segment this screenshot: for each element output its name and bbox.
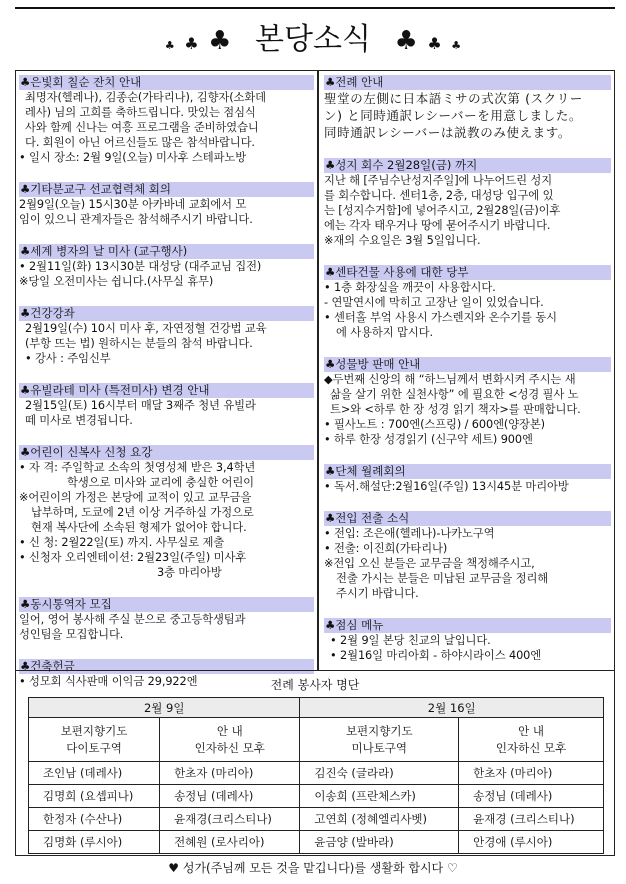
section-header: ♣어린이 신복사 신청 요강: [19, 445, 314, 460]
server-name: 김명희 (요셉피나): [29, 785, 160, 808]
notice-line: ※재의 수요일은 3월 5일입니다.: [324, 234, 481, 247]
notice-line: • 독서.해설단:2월16일(주일) 13시45분 마리아방: [324, 480, 569, 493]
notice-line: • 신청자 오리엔테이션: 2월23일(주일) 미사후: [19, 551, 247, 564]
role-group: 미나토구역: [351, 740, 408, 755]
notice-line: 에는 각자 태우거나 땅에 묻어주시기 바랍니다.: [324, 219, 551, 232]
section-header: ♣센타건물 사용에 대한 당부: [324, 265, 611, 280]
role-group: 인자하신 모후: [495, 740, 567, 755]
club-icon: ♣: [427, 34, 442, 53]
section-header: ♣전입 전출 소식: [324, 511, 611, 526]
role-cell: [300, 718, 459, 762]
notice-line: • 필사노트 : 700엔(스프링) / 600엔(양장본): [324, 418, 545, 431]
section-header: ♣점심 메뉴: [324, 618, 611, 633]
notice-line: 同時通訳レシーバーは説教のみ使えます。: [324, 125, 571, 140]
club-icon: ♣: [164, 39, 175, 52]
notice-section: [19, 445, 314, 580]
title-text: 본당소식: [255, 22, 371, 57]
servers-box: [15, 670, 615, 856]
notice-line: 2월9일(오늘) 15시30분 아카바네 교회에서 모: [19, 198, 247, 211]
notice-line: 성인팀을 모집합니다.: [19, 628, 124, 641]
role-group: 다이토구역: [66, 740, 122, 755]
notice-line: 임이 있으니 관계자들은 참석해주시기 바랍니다.: [19, 213, 253, 226]
notice-line: - 연말연시에 막히고 고장난 일이 있었습니다.: [324, 296, 544, 309]
section-header: ♣동시통역자 모집: [19, 597, 314, 612]
servers-title: 전례 봉사자 명단: [270, 678, 360, 692]
server-name: 고연희 (정혜엘리사벳): [300, 808, 459, 831]
role-cell: [160, 718, 300, 762]
notice-line: 聖堂の左側に日本語ミサの式次第 (スクリー: [324, 91, 583, 106]
section-header: ♣건축헌금: [19, 659, 314, 674]
notice-line: • 1층 화장실을 깨끗이 사용합시다.: [324, 281, 496, 294]
date-cell: 2월 16일: [300, 698, 604, 718]
notice-line: ◆두번째 신앙의 해 “하느님께서 변화시켜 주시는 새: [324, 373, 576, 386]
notice-line: • 전입: 조은애(헬레나)-나카노구역: [324, 527, 495, 540]
right-column: [321, 71, 614, 680]
date-row: [29, 698, 604, 718]
notice-section: [324, 357, 611, 447]
notice-line: • 자 격: 주일학교 소속의 첫영성체 받은 3,4학년: [19, 461, 256, 474]
left-column: [16, 71, 319, 688]
server-name: 한정자 (수산나): [29, 808, 160, 831]
footer-motto: ♥ 성가(주님께 모든 것을 맡깁니다)를 생활화 합시다 ♡: [168, 861, 458, 875]
notice-line: 최명자(헬레나), 김종순(가타리나), 김향자(소화데: [25, 91, 266, 104]
notice-line: 2월15일(토) 16시부터 매달 3째주 청년 유빌라: [25, 399, 256, 412]
notice-section: [324, 464, 611, 494]
server-name: 조인남 (데레사): [29, 762, 160, 785]
notice-line: (부항 뜨는 법) 원하시는 분들의 참석 바랍니다.: [25, 337, 253, 350]
club-icon: ♣: [208, 26, 232, 56]
notice-line: • 2월 9일 본당 친교의 날입니다.: [330, 634, 491, 647]
servers-table: [28, 697, 604, 854]
date-cell: 2월 9일: [29, 698, 300, 718]
notice-line: 주시기 바랍니다.: [336, 587, 419, 600]
section-header: ♣단체 월례회의: [324, 464, 611, 479]
notice-line: ※전입 오신 분들은 교무금을 책정해주시고,: [324, 557, 535, 570]
notice-line: 를 회수합니다. 센터1층, 2층, 대성당 입구에 있: [324, 189, 554, 202]
server-name: 김진숙 (글라라): [300, 762, 459, 785]
section-header: ♣유빌라테 미사 (특전미사) 변경 안내: [19, 383, 314, 398]
notice-section: [19, 597, 314, 642]
notice-section: [19, 182, 314, 227]
notice-line: ン) と同時通訳レシーバーを用意しました。: [324, 108, 583, 123]
club-icon: ♣: [451, 39, 462, 52]
club-icon: ♣: [184, 34, 199, 53]
notice-line: 2월19일(수) 10시 미사 후, 자연정혈 건강법 교육: [25, 322, 267, 335]
section-header: ♣기타분교구 선교협력체 회의: [19, 182, 314, 197]
notice-section: [19, 244, 314, 289]
role-cell: [459, 718, 604, 762]
notice-line: ※어린이의 가정은 본당에 교적이 있고 교무금을: [19, 491, 252, 504]
table-row: [29, 808, 604, 831]
notice-section: [19, 75, 314, 165]
page-title: [0, 20, 626, 66]
server-name: 윤재경(크리스티나): [160, 808, 300, 831]
notice-line: 납부하며, 도쿄에 2년 이상 거주하실 가정으로: [31, 506, 254, 519]
server-name: 윤재경 (크리스티나): [459, 808, 604, 831]
notice-line: 전출 가시는 분들은 미납된 교무금을 정리해: [336, 572, 549, 585]
server-name: 이송희 (프란체스카): [300, 785, 459, 808]
notice-line: 일어, 영어 봉사해 주실 분으로 중고등학생팀과: [19, 613, 246, 626]
table-row: [29, 831, 604, 854]
club-icon: ♣: [394, 26, 418, 56]
notice-line: 삶을 살기 위한 실천사항” 에 필요한 <성경 필사 노: [330, 388, 579, 401]
section-header: ♣세계 병자의 날 미사 (교구행사): [19, 244, 314, 259]
notice-line: • 2월11일(화) 13시30분 대성당 (대주교님 집전): [19, 260, 262, 273]
notice-section: [324, 75, 611, 141]
notice-section: [324, 265, 611, 340]
notice-line: 현재 복사단에 소속된 형제가 없어야 합니다.: [31, 521, 247, 534]
notice-line: • 신 청: 2월22일(토) 까지. 사무실로 제출: [19, 536, 225, 549]
notice-line: • 일시 장소: 2월 9일(오늘) 미사후 스테파노방: [19, 151, 247, 164]
top-rule: [15, 7, 615, 9]
notice-line: 는 [성지수거함]에 넣어주시고, 2월28일(금)이후: [324, 204, 561, 217]
table-row: [29, 762, 604, 785]
server-name: 송정님 (데레사): [459, 785, 604, 808]
notice-line: • 강사 : 주임신부: [25, 352, 111, 365]
server-name: 한초자 (마리아): [459, 762, 604, 785]
server-name: 안경애 (루시아): [459, 831, 604, 854]
notice-line: 레사) 님의 고희를 축하드립니다. 맛있는 점심식: [25, 106, 256, 119]
section-header: ♣건강강좌: [19, 306, 314, 321]
notice-line: 지난 해 [주님수난성지주일]에 나누어드린 성지: [324, 174, 553, 187]
role-name: 보편지향기도: [345, 723, 413, 738]
role-name: 안 내: [216, 723, 243, 738]
notice-line: ※당일 오전미사는 쉽니다.(사무실 휴무): [19, 275, 214, 288]
role-row: [29, 718, 604, 762]
section-header: ♣전례 안내: [324, 75, 611, 90]
notice-line: • 전출: 이진희(가타리나): [324, 542, 448, 555]
server-name: 송정님 (데레사): [160, 785, 300, 808]
role-name: 안 내: [518, 723, 544, 738]
notice-line: 사와 함께 신나는 여흥 프로그램을 준비하였습니: [25, 121, 259, 134]
notice-line: • 2월16일 마리아회 - 하야시라이스 400엔: [330, 649, 542, 662]
notice-section: [324, 618, 611, 663]
notice-line: 트>와 <하루 한 장 성경 읽기 책자>를 판매합니다.: [330, 403, 581, 416]
server-name: 전혜원 (로사리아): [160, 831, 300, 854]
notice-line: • 성모회 식사판매 이익금 29,922엔: [19, 675, 198, 688]
notice-line: 3층 마리아방: [157, 566, 222, 579]
notice-line: 떼 미사로 변경됩니다.: [25, 414, 133, 427]
notice-line: • 하루 한장 성경읽기 (신구약 세트) 900엔: [324, 433, 533, 446]
notice-section: [324, 158, 611, 248]
notice-section: [19, 306, 314, 366]
server-name: 한초자 (마리아): [160, 762, 300, 785]
section-header: ♣은빛회 칠순 잔치 안내: [19, 75, 314, 90]
server-name: 윤금양 (발바라): [300, 831, 459, 854]
role-group: 인자하신 모후: [194, 740, 265, 755]
notice-line: 다. 회원이 아닌 어르신들도 많은 참석바랍니다.: [25, 136, 255, 149]
section-header: ♣성물방 판매 안내: [324, 357, 611, 372]
server-name: 김명화 (루시아): [29, 831, 160, 854]
role-cell: [29, 718, 160, 762]
notice-line: • 센터홀 부엌 사용시 가스렌지와 온수기를 동시: [324, 311, 557, 324]
notice-section: [19, 383, 314, 428]
notice-line: 에 사용하지 맙시다.: [336, 326, 433, 339]
notice-section: [324, 511, 611, 601]
notice-line: 학생으로 미사와 교리에 충실한 어린이: [67, 476, 254, 489]
section-header: ♣성지 회수 2월28일(금) 까지: [324, 158, 611, 173]
table-row: [29, 785, 604, 808]
role-name: 보편지향기도: [60, 723, 128, 738]
